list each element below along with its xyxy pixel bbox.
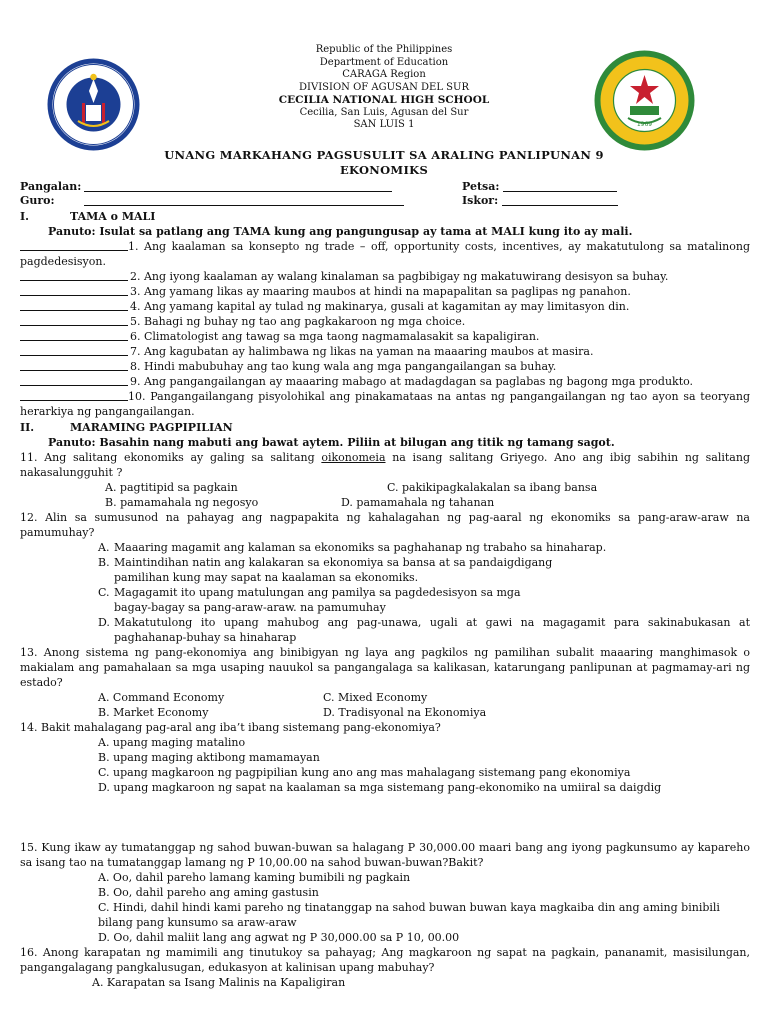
section-1-instruction: Panuto: Isulat sa patlang ang TAMA kung ang pangungusap ay tama at MALI kung ito ay mali. [48, 225, 633, 238]
option-letter: B. [98, 556, 110, 569]
iskor-label: Iskor: [462, 194, 499, 207]
guro-blank[interactable] [84, 194, 404, 206]
iskor-blank[interactable] [502, 194, 618, 206]
tf-item-text: 8. Hindi mabubuhay ang tao kung wala ang mga pangangailangan sa buhay. [130, 360, 557, 373]
tf-answer-blank[interactable] [20, 239, 128, 251]
option-c[interactable]: C. pakikipagkalakalan sa ibang bansa [387, 481, 598, 494]
question-12-option-a[interactable] [20, 540, 750, 555]
tf-item-9 [20, 374, 750, 389]
section-1-title: TAMA o MALI [70, 210, 156, 223]
option-letter: A. [98, 541, 110, 554]
exam-title [100, 148, 668, 178]
petsa-blank[interactable] [503, 180, 617, 192]
tf-answer-blank[interactable] [20, 280, 128, 281]
option-letter: C. [98, 586, 110, 599]
question-15-option-d[interactable]: D. Oo, dahil maliit lang ang agwat ng P 30,000.00 sa P 10, 00.00 [98, 931, 460, 944]
option-b[interactable]: B. pamamahala ng negosyo [105, 496, 259, 509]
option-a[interactable]: A. Command Economy [98, 691, 225, 704]
petsa-label: Petsa: [462, 180, 500, 193]
tf-item-text: 9. Ang pangangailangan ay maaaring mabago at madagdagan sa paglabas ng bagong mga produkto. [130, 375, 694, 388]
letterhead-line-1: Republic of the Philippines [315, 44, 453, 55]
section-1-heading [20, 209, 750, 224]
tf-answer-blank[interactable] [20, 340, 128, 341]
deped-seal-logo [46, 57, 141, 152]
pangalan-blank[interactable] [84, 180, 392, 192]
tf-item-text: 3. Ang yamang likas ay maaring maubos at hindi na mapapalitan sa paglipas ng panahon. [130, 285, 631, 298]
tf-answer-blank[interactable] [20, 370, 128, 371]
section-2-number: II. [20, 421, 35, 434]
question-14-option-d[interactable]: D. upang magkaroon ng sapat na kaalaman sa mga sistemang pang-ekonomiko na umiiral sa daigdig [98, 781, 662, 794]
question-12-option-d[interactable] [20, 615, 750, 645]
tf-item-8 [20, 359, 750, 374]
tf-item-text: 7. Ang kagubatan ay halimbawa ng likas na yaman na maaaring maubos at masira. [130, 345, 594, 358]
tf-item-2 [20, 269, 750, 284]
option-text: Magagamit ito upang matulungan ang pamilya sa pagdedesisyon sa mga [114, 586, 521, 599]
info-row-2 [20, 194, 750, 208]
question-11-text-end: na isang salitang Griyego. Ano ang ibig sabihin ng salitang nakasalungguhit ? [20, 451, 750, 479]
question-12-option-c[interactable] [20, 585, 750, 615]
tf-answer-blank[interactable] [20, 310, 128, 311]
letterhead-line-4: DIVISION OF AGUSAN DEL SUR [299, 81, 469, 93]
section-2-heading [20, 420, 750, 435]
info-row-1 [20, 180, 750, 194]
section-1-number: I. [20, 210, 29, 223]
exam-title-line-2: EKONOMIKS [339, 163, 429, 177]
tf-item-1 [20, 239, 750, 269]
section-2-title: MARAMING PAGPIPILIAN [70, 421, 233, 434]
tf-item-3 [20, 284, 750, 299]
option-d[interactable]: D. Tradisyonal na Ekonomiya [323, 706, 487, 719]
option-text-cont: bagay-bagay sa pang-araw-araw. na pamumuhay [114, 601, 386, 614]
exam-title-line-1: UNANG MARKAHANG PAGSUSULIT SA ARALING PANLIPUNAN 9 [164, 148, 604, 162]
question-13: 13. Anong sistema ng pang-ekonomiya ang binibigyan ng laya ang pagkilos ng pamilihan subalit maaaring manghimasok o makialam ang pamahalaan sa mga usaping nauukol sa pangangalaga sa kalikasan, katarungang panlipunan at pagmamay-ari ng estado? [20, 646, 750, 689]
svg-text:★: ★ [91, 139, 96, 145]
option-d[interactable]: D. pamamahala ng tahanan [341, 496, 495, 509]
question-14-option-c[interactable]: C. upang magkaroon ng pagpipilian kung ano ang mas mahalagang sistemang pang ekonomiya [98, 766, 631, 779]
question-15-option-b[interactable]: B. Oo, dahil pareho ang aming gastusin [98, 886, 319, 899]
question-11-text: 11. Ang salitang ekonomiks ay galing sa salitang [20, 451, 322, 464]
option-c[interactable]: C. Mixed Economy [323, 691, 428, 704]
tf-item-6 [20, 329, 750, 344]
tf-item-text: 5. Bahagi ng buhay ng tao ang pagkakaroon ng mga choice. [130, 315, 466, 328]
pangalan-label: Pangalan: [20, 180, 82, 193]
question-11-options-row-1 [20, 480, 750, 495]
option-text: Maintindihan natin ang kalakaran sa ekonomiya sa bansa at sa pandaigdigang [114, 556, 553, 569]
school-address: Cecilia, San Luis, Agusan del Sur [299, 106, 469, 118]
tf-item-text: 4. Ang yamang kapital ay tulad ng makinarya, gusali at kagamitan ay may limitasyon din. [130, 300, 630, 313]
section-2-instruction: Panuto: Basahin nang mabuti ang bawat aytem. Piliin at bilugan ang titik ng tamang sagot. [48, 436, 615, 449]
school-name: CECILIA NATIONAL HIGH SCHOOL [278, 94, 490, 106]
question-16-option-a[interactable]: A. Karapatan sa Isang Malinis na Kapaligiran [92, 976, 346, 989]
tf-item-5 [20, 314, 750, 329]
question-15-option-a[interactable]: A. Oo, dahil pareho lamang kaming bumibili ng pagkain [98, 871, 411, 884]
letterhead-line-3: CARAGA Region [342, 69, 426, 80]
tf-answer-blank[interactable] [20, 325, 128, 326]
exam-content [20, 180, 750, 990]
tf-item-text: 1. Ang kaalaman sa konsepto ng trade – off, opportunity costs, incentives, ay makatutulong sa matalinong pagdedesisyon. [20, 240, 750, 268]
tf-answer-blank[interactable] [20, 385, 128, 386]
question-12: 12. Alin sa sumusunod na pahayag ang nagpapakita ng kahalagahan ng pag-aaral ng ekonomiks sa pang-araw-araw na pamumuhay? [20, 511, 750, 539]
underlined-word: oikonomeia [321, 451, 386, 464]
question-14-option-a[interactable]: A. upang maging matalino [98, 736, 246, 749]
school-seal-year: 1969 [636, 121, 653, 128]
tf-item-text: 2. Ang iyong kaalaman ay walang kinalaman sa pagbibigay ng makatuwirang desisyon sa buhay. [130, 270, 669, 283]
tf-answer-blank[interactable] [20, 389, 128, 401]
letterhead-line-2: Department of Education [319, 56, 449, 68]
question-14-option-b[interactable]: B. upang maging aktibong mamamayan [98, 751, 320, 764]
option-text: Makatutulong ito upang mahubog ang pag-unawa, ugali at gawi na magagamit para sakinabukasan at paghahanap-buhay sa hinaharap [114, 616, 750, 644]
option-text-cont: pamilihan kung may sapat na kaalaman sa ekonomiks. [114, 571, 419, 584]
tf-item-4 [20, 299, 750, 314]
tf-item-7 [20, 344, 750, 359]
question-12-option-b[interactable] [20, 555, 750, 585]
option-b[interactable]: B. Market Economy [98, 706, 209, 719]
option-letter: D. [98, 616, 110, 629]
tf-answer-blank[interactable] [20, 295, 128, 296]
question-13-options-row-2 [20, 705, 750, 720]
question-11-options-row-2 [20, 495, 750, 510]
question-13-options-row-1 [20, 690, 750, 705]
tf-item-text: 6. Climatologist ang tawag sa mga taong nagmamalasakit sa kapaligiran. [130, 330, 540, 343]
option-a[interactable]: A. pagtitipid sa pagkain [105, 481, 238, 494]
letterhead [150, 44, 618, 132]
tf-item-text: 10. Pangangailangang pisyolohikal ang pinakamataas na antas ng pangangailangan ng tao ayon sa teoryang herarkiya ng pangangailangan. [20, 390, 750, 418]
question-16: 16. Anong karapatan ng mamimili ang tinutukoy sa pahayag; Ang magkaroon ng sapat na pagkain, pananamit, masisilungan, pangangalagang pangkalusugan, edukasyon at kalinisan upang mabuhay? [20, 946, 750, 974]
question-15: 15. Kung ikaw ay tumatanggap ng sahod buwan-buwan sa halagang P 30,000.00 maari bang ang iyong pagkunsumo ay kapareho sa isang tao na tumatanggap lamang ng P 10,00.00 na sahod buwan-buwan?Bakit? [20, 841, 750, 869]
tf-answer-blank[interactable] [20, 355, 128, 356]
guro-label: Guro: [20, 194, 55, 207]
spacer [20, 795, 750, 840]
question-14: 14. Bakit mahalagang pag-aral ang iba’t ibang sistemang pang-ekonomiya? [20, 721, 441, 734]
school-code: SAN LUIS 1 [353, 119, 415, 130]
option-text: Maaaring magamit ang kalaman sa ekonomiks sa paghahanap ng trabaho sa hinaharap. [114, 541, 607, 554]
question-11 [20, 450, 750, 480]
question-15-option-c[interactable]: C. Hindi, dahil hindi kami pareho ng tinatanggap na sahod buwan buwan kaya magkaiba din ang aming binibili bilang pang kunsumo sa araw-araw [98, 901, 720, 929]
tf-item-10 [20, 389, 750, 419]
